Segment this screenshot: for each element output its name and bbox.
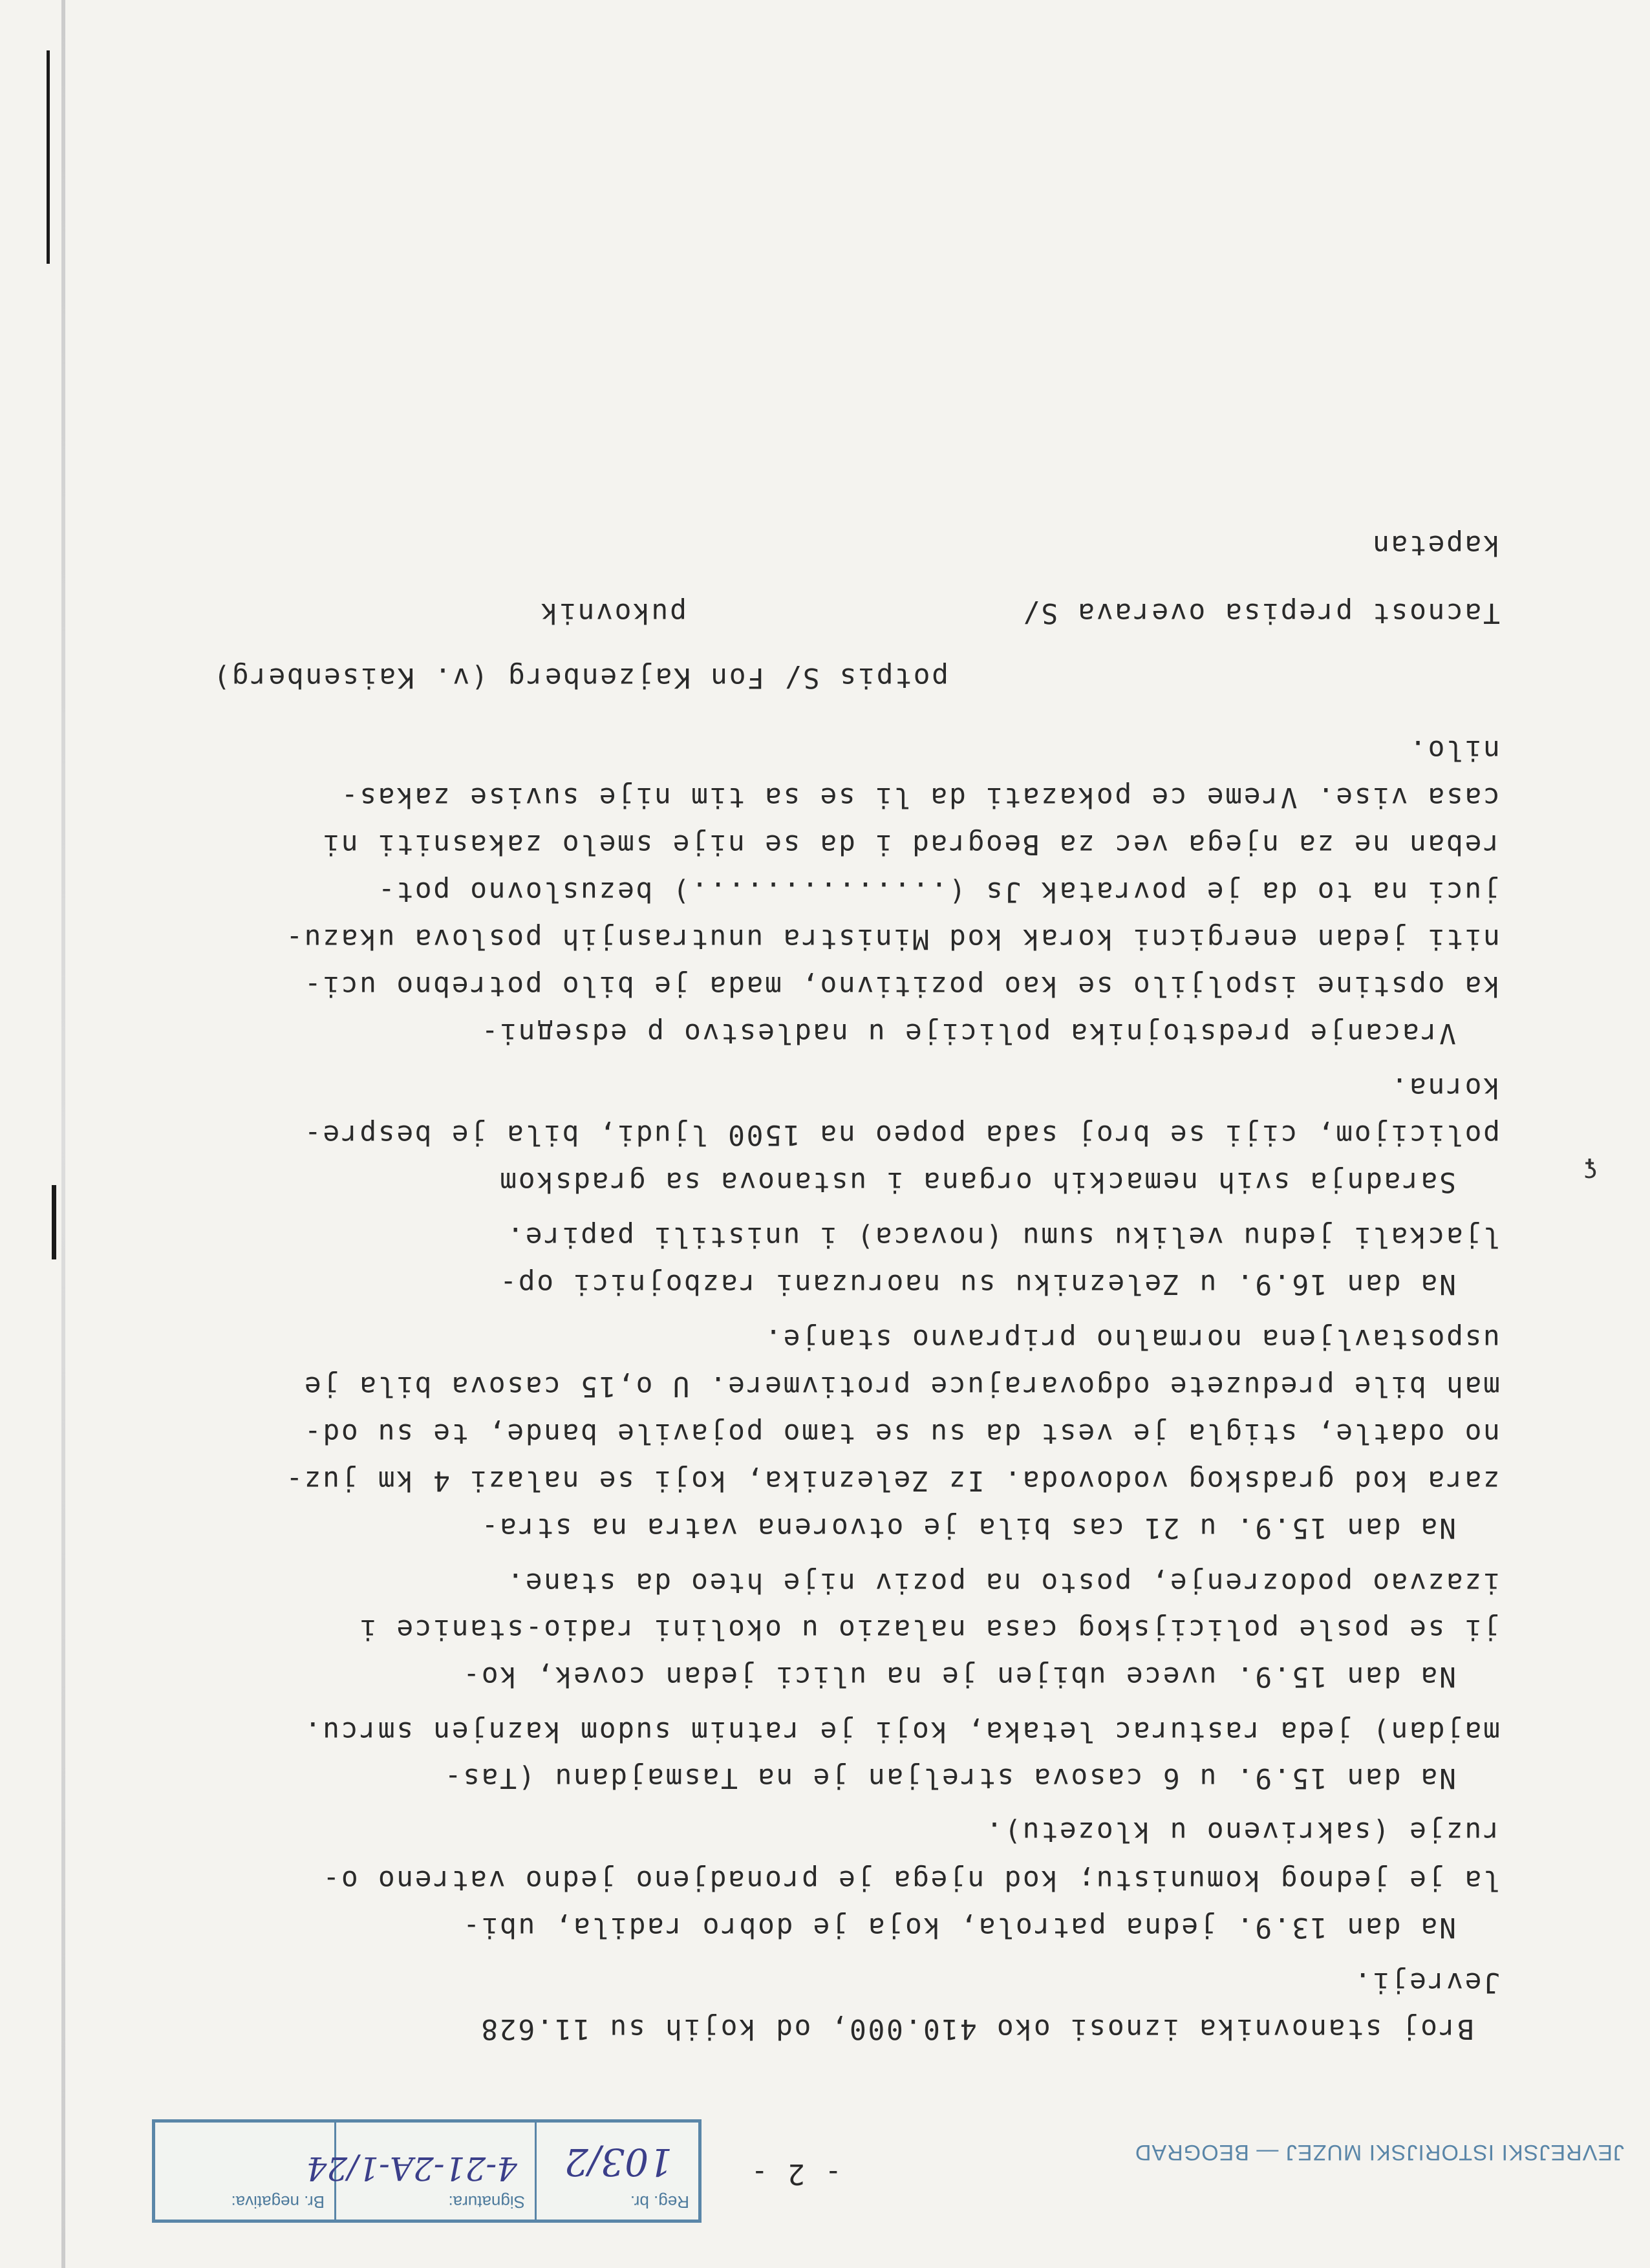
body-line: Na dan 13.9. jedna patrola, koja je dobro radila, ubi- (461, 1911, 1456, 1943)
signatura-number: 4-21-2A-1/24 (306, 2150, 517, 2187)
reg-label: Reg. br. (630, 2192, 689, 2212)
reg-number: 103/2 (564, 2140, 672, 2184)
body-line: reban ne za njega vec za Beograd i da se nije smelo zakasniti ni (321, 828, 1500, 861)
body-line: ji se posle policijskog casa nalazio u okolini radio-stanice i (358, 1613, 1500, 1645)
signatura-label: Signatura: (448, 2192, 525, 2212)
signature-line: potpis S/ Fon Kajzenberg (v. Kaisenberg) (211, 661, 948, 694)
body-line: nilo. (1408, 734, 1500, 766)
margin-mark: ʢ (1582, 1152, 1598, 1182)
body-line: zara kod gradskog vodovoda. Iz Zeleznika, koji se nalazi 4 km juz- (284, 1464, 1500, 1497)
body-line: mah bile preduzete odgovarajuce protivmere. U o,15 casova bila je (303, 1370, 1500, 1402)
body-line: ka opstine ispoljilo se kao pozitivno, mada je bilo potrebno uci- (303, 970, 1500, 1002)
body-line: Na dan 15.9. u 6 casova streljan je na Tasmajdanu (Tas- (443, 1762, 1456, 1794)
body-line: Broj stanovnika iznosi oko 410.000, od kojih su 11.628 (479, 2013, 1474, 2045)
body-line: casa vise. Vreme ce pokazati da li se sa tim nije suvise zakas- (339, 781, 1500, 813)
body-line: uspostavljena normalno pripravno stanje. (763, 1323, 1500, 1355)
body-line: ruzje (sakriveno u klozetu). (984, 1815, 1500, 1848)
document-body (26, 623, 1500, 2045)
negativ-label: Br. negativa: (231, 2192, 325, 2212)
body-line: no odatle, stigla je vest da su se tamo pojavile bande, te su od- (303, 1417, 1500, 1450)
body-line: korna. (1389, 1071, 1500, 1104)
edge-bar (52, 1185, 56, 1259)
body-line: Vracanje predstojnika policije u nadlestvo p edseдni- (480, 1017, 1456, 1049)
archive-stamp (152, 2119, 702, 2223)
edge-bar (47, 50, 50, 264)
body-line: ljackali jednu veliku sumu (novaca) i unistili papire. (505, 1221, 1500, 1253)
body-line: Na dan 15.9. u 21 cas bila je otvorena vatra na stra- (480, 1512, 1456, 1544)
museum-stamp-title: JEVREJSKI ISTORIJSKI MUZEJ — BEOGRAD (1134, 2140, 1624, 2165)
body-line: izazvao podozrenje, posto na poziv nije hteo da stane. (505, 1567, 1500, 1599)
body-line: juci na to da je povratak Js (..............) bezuslovno pot- (376, 875, 1500, 908)
page-number: - 2 - (749, 2157, 842, 2190)
paper-edge-shadow (61, 0, 65, 2268)
body-line: niti jedan energicni korak kod Ministra unutrasnjih poslova ukazu- (284, 923, 1500, 955)
body-line: Na dan 15.9. uvece ubijen je na ulici jedan covek, ko- (461, 1660, 1456, 1693)
copy-certification: Tacnost prepisa overava S/ (1021, 597, 1500, 629)
body-line: majdan) jeda rasturac letaka, koji je ratnim sudom kaznjen smrcu. (303, 1715, 1500, 1748)
body-line: policijom, ciji se broj sada popeo na 1500 ljudi, bila je bespre- (303, 1118, 1500, 1151)
body-line: la je jednog komunistu; kod njega je pronadjeno jedno vatreno o- (321, 1864, 1500, 1896)
body-line: Jevreji. (1353, 1966, 1500, 1998)
rank-captain: kapetan (1371, 529, 1500, 561)
body-line: Na dan 16.9. u Zelezniku su naoruzani razbojnici op- (498, 1268, 1456, 1300)
rank-colonel: pukovnik (539, 597, 687, 629)
body-line: Saradnja svih nemackih organa i ustanova sa gradskom (498, 1166, 1456, 1198)
